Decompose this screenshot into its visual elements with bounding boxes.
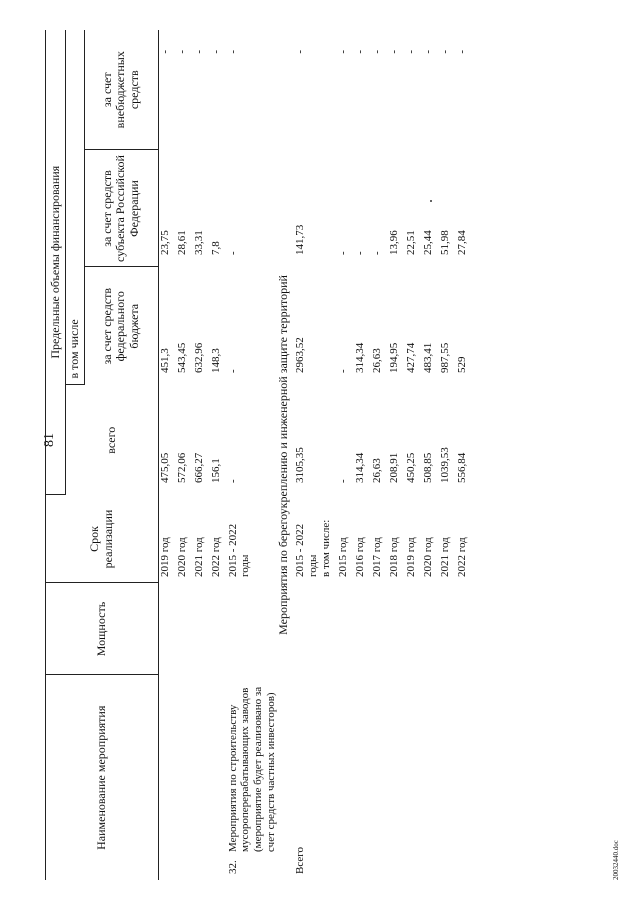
table-row xyxy=(158,30,176,880)
period-cell: 2022 год xyxy=(209,537,222,577)
total-cell: - xyxy=(226,479,239,483)
table-row xyxy=(388,30,405,880)
period-cell: 2015 год xyxy=(336,537,349,577)
capacity-cell xyxy=(371,583,388,675)
including-row xyxy=(320,30,337,880)
header-including: в том числе xyxy=(66,30,85,385)
period-cell: 2019 год xyxy=(158,537,171,577)
period-cell: 2015 - 2022 годы xyxy=(294,523,319,577)
table-row xyxy=(405,30,422,880)
footer-stamp: 20032440.doc xyxy=(612,840,620,880)
federal-cell: - xyxy=(226,369,239,373)
federal-cell: 483,41 xyxy=(421,342,434,373)
table-row xyxy=(227,30,278,880)
extra-cell: - xyxy=(353,49,366,54)
capacity-cell xyxy=(227,583,278,675)
capacity-cell xyxy=(158,583,176,675)
table-row xyxy=(354,30,371,880)
regional-cell: - xyxy=(353,251,366,255)
extra-cell: - xyxy=(294,49,307,54)
table-row xyxy=(456,30,473,880)
capacity-cell xyxy=(337,583,354,675)
capacity-cell xyxy=(193,583,210,675)
total-row xyxy=(294,30,319,880)
regional-cell: 33,31 xyxy=(192,230,205,255)
item-name-cell xyxy=(193,675,210,880)
period-cell: 2017 год xyxy=(370,537,383,577)
header-regional: за счет средств субъекта Российской Федерации xyxy=(84,150,158,267)
extra-cell: - xyxy=(455,49,468,54)
period-cell: 2018 год xyxy=(387,537,400,577)
capacity-cell xyxy=(176,583,193,675)
regional-cell: - xyxy=(226,251,239,255)
item-name-cell xyxy=(456,675,473,880)
capacity-cell xyxy=(439,583,456,675)
federal-cell: 2963,52 xyxy=(294,337,307,373)
item-name-cell xyxy=(388,675,405,880)
period-cell: 2021 год xyxy=(438,537,451,577)
federal-cell: 987,55 xyxy=(438,342,451,373)
regional-cell: 141,73 xyxy=(294,224,307,255)
total-cell: - xyxy=(336,479,349,483)
table-body xyxy=(158,30,472,880)
total-cell: 556,84 xyxy=(455,452,468,483)
total-cell: 508,85 xyxy=(421,452,434,483)
period-cell: 2019 год xyxy=(404,537,417,577)
table-row xyxy=(193,30,210,880)
period-cell: 2020 год xyxy=(175,537,188,577)
regional-cell: 7,8 xyxy=(209,241,222,255)
table-row xyxy=(371,30,388,880)
table-row xyxy=(439,30,456,880)
extra-cell: - xyxy=(158,49,171,54)
regional-cell: 23,75 xyxy=(158,230,171,255)
table-row xyxy=(176,30,193,880)
item-number: 32. xyxy=(226,860,239,874)
extra-cell: - xyxy=(421,49,434,54)
federal-cell: 427,74 xyxy=(404,342,417,373)
rotated-page-content xyxy=(45,30,600,880)
item-name-cell xyxy=(227,675,278,880)
section-row xyxy=(277,30,294,880)
capacity-cell xyxy=(210,583,227,675)
header-capacity: Мощность xyxy=(46,583,159,675)
item-name-cell xyxy=(371,675,388,880)
regional-cell: 22,51 xyxy=(404,230,417,255)
federal-cell: 194,95 xyxy=(387,342,400,373)
extra-cell: - xyxy=(387,49,400,54)
federal-cell: 543,45 xyxy=(175,342,188,373)
item-name-cell xyxy=(176,675,193,880)
capacity-cell xyxy=(405,583,422,675)
total-cell: 450,25 xyxy=(404,452,417,483)
federal-cell: 529 xyxy=(455,356,468,373)
item-name-cell xyxy=(405,675,422,880)
regional-cell: 28,61 xyxy=(175,230,188,255)
capacity-cell xyxy=(388,583,405,675)
section-title: Мероприятия по берегоукреплению и инженерной защите территорий xyxy=(276,275,291,635)
regional-cell: 27,84 xyxy=(455,230,468,255)
period-cell: 2021 год xyxy=(192,537,205,577)
extra-cell: - xyxy=(209,49,222,54)
regional-cell: 25,44 xyxy=(421,230,434,255)
header-period: Срок реализации xyxy=(46,495,159,583)
federal-cell: 26,63 xyxy=(370,348,383,373)
extra-cell: - xyxy=(370,49,383,54)
capacity-cell xyxy=(422,583,439,675)
empty-cell xyxy=(320,583,337,675)
extra-cell: - xyxy=(404,49,417,54)
table-row xyxy=(210,30,227,880)
period-cell: 2020 год xyxy=(421,537,434,577)
total-cell: 208,91 xyxy=(387,452,400,483)
extra-cell: - xyxy=(336,49,349,54)
page-number: 81 xyxy=(42,433,57,447)
capacity-cell xyxy=(294,583,319,675)
header-total: всего xyxy=(66,385,159,495)
total-cell: 314,34 xyxy=(353,452,366,483)
federal-cell: - xyxy=(336,369,349,373)
total-cell: 3105,35 xyxy=(294,447,307,483)
item-name-cell xyxy=(422,675,439,880)
federal-cell: 632,96 xyxy=(192,342,205,373)
empty-cell xyxy=(320,675,337,880)
capacity-cell xyxy=(456,583,473,675)
including-label: в том числе: xyxy=(319,519,332,577)
item-name-cell xyxy=(354,675,371,880)
total-cell: 475,05 xyxy=(158,452,171,483)
item-name-cell xyxy=(158,675,176,880)
funding-table xyxy=(45,30,473,880)
regional-cell: 51,98 xyxy=(438,230,451,255)
table-row xyxy=(337,30,354,880)
header-federal: за счет средств федерального бюджета xyxy=(84,267,158,385)
period-cell: 2022 год xyxy=(455,537,468,577)
total-cell: 1039,53 xyxy=(438,447,451,483)
capacity-cell xyxy=(354,583,371,675)
federal-cell: 314,34 xyxy=(353,342,366,373)
item-name-cell xyxy=(210,675,227,880)
total-cell: 666,27 xyxy=(192,452,205,483)
item-name-cell xyxy=(439,675,456,880)
regional-cell: - xyxy=(370,251,383,255)
federal-cell: 148,3 xyxy=(209,348,222,373)
header-name: Наименование мероприятия xyxy=(46,675,159,880)
period-cell: 2016 год xyxy=(353,537,366,577)
extra-cell: - xyxy=(175,49,188,54)
extra-cell: - xyxy=(226,49,239,54)
header-funding: Предельные объемы финансирования xyxy=(46,30,66,495)
extra-cell: - xyxy=(192,49,205,54)
table-row xyxy=(422,30,439,880)
period-cell: 2015 - 2022 годы xyxy=(226,523,252,577)
regional-cell: - xyxy=(336,251,349,255)
total-label: Всего xyxy=(294,847,307,874)
item-name: Мероприятия по строительству мусороперерабатывающих заводов (мероприятие будет реализовано за счет средств частных инвесторов) xyxy=(226,686,277,852)
federal-cell: 451,3 xyxy=(158,348,171,373)
total-cell: 572,06 xyxy=(175,452,188,483)
extra-cell: - xyxy=(438,49,451,54)
total-cell: 26,63 xyxy=(370,458,383,483)
item-name-cell xyxy=(337,675,354,880)
regional-cell: 13,96 xyxy=(387,230,400,255)
header-extra: за счет внебюджетных средств xyxy=(84,30,158,150)
total-cell: 156,1 xyxy=(209,458,222,483)
